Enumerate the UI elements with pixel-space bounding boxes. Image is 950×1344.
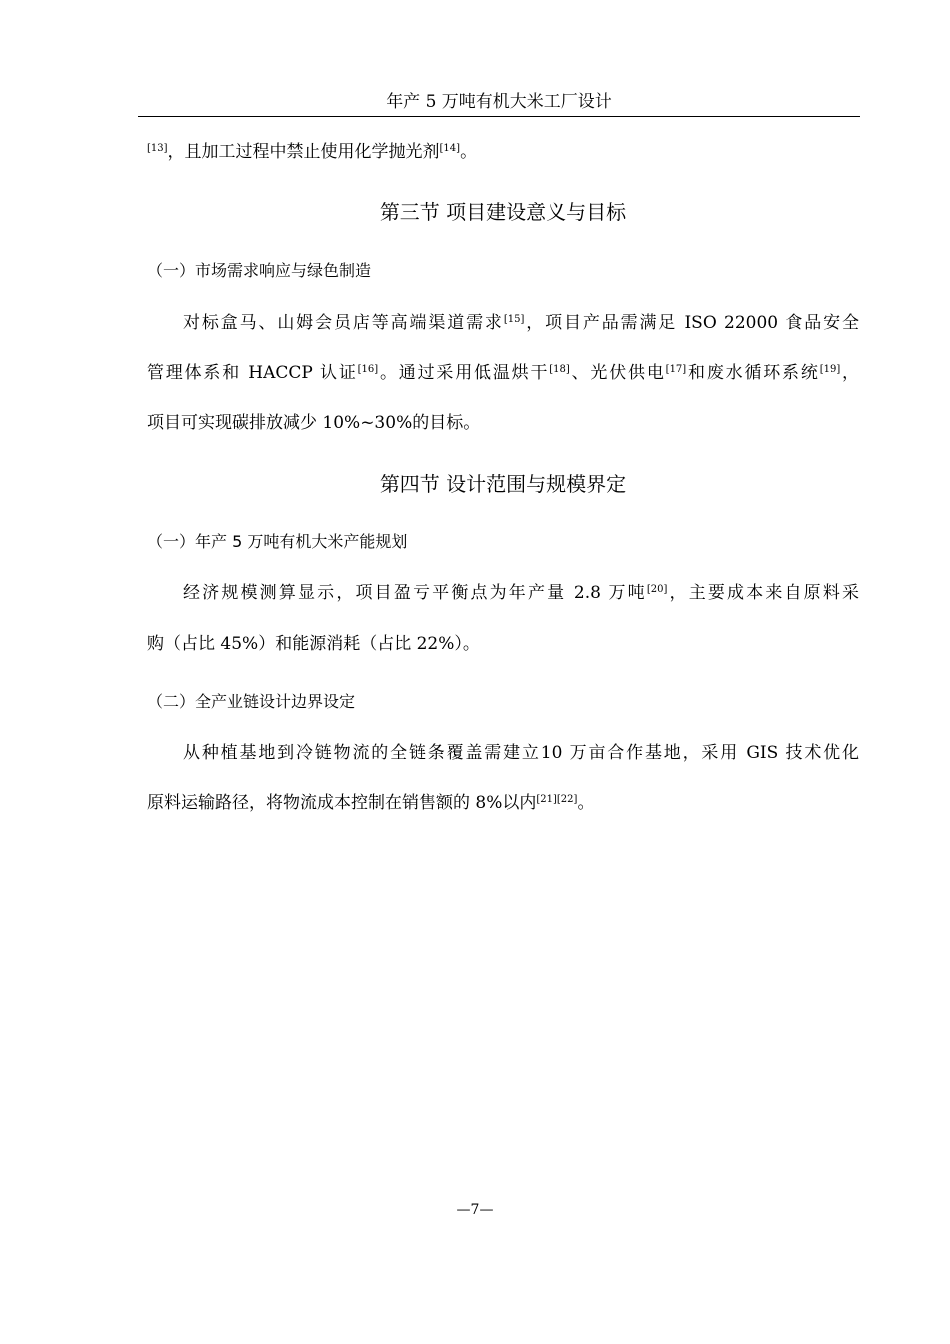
citation: [15] xyxy=(503,314,525,325)
citation: [17] xyxy=(665,364,687,375)
paragraph-line xyxy=(147,361,859,385)
body-text: 。 xyxy=(577,793,595,813)
citation: [18] xyxy=(549,364,570,375)
body-text: 。 xyxy=(460,142,478,162)
body-text: 对标盒马、山姆会员店等高端渠道需求 xyxy=(183,313,504,333)
body-text: ，项目产品需满足 ISO 22000 食品安全 xyxy=(524,313,859,333)
body-text: 、光伏供电 xyxy=(569,363,666,383)
section-title-4: 第四节 设计范围与规模界定 xyxy=(379,472,627,496)
subsection-title-4-1: （一）年产 5 万吨有机大米产能规划 xyxy=(147,532,408,551)
citation: [13] xyxy=(147,143,168,154)
citation: [16] xyxy=(357,364,379,375)
paragraph-line xyxy=(147,581,859,605)
paragraph-line: 购（占比 45%）和能源消耗（占比 22%）。 xyxy=(147,634,480,654)
body-text: 管理体系和 HACCP 认证 xyxy=(147,363,358,383)
body-text: 经济规模测算显示，项目盈亏平衡点为年产量 2.8 万吨 xyxy=(183,583,647,603)
subsection-title-3-1: （一）市场需求响应与绿色制造 xyxy=(147,261,372,280)
body-text: 原料运输路径，将物流成本控制在销售额的 8%以内 xyxy=(147,793,537,813)
paragraph-line xyxy=(147,311,859,335)
body-text: 和废水循环系统 xyxy=(686,363,820,383)
running-header: 年产 5 万吨有机大米工厂设计 xyxy=(138,90,860,117)
citation: [20] xyxy=(646,584,668,595)
paragraph-line xyxy=(147,791,859,815)
page-number: —7— xyxy=(456,1202,494,1218)
subsection-title-4-2: （二）全产业链设计边界设定 xyxy=(147,692,356,711)
body-text: ，且加工过程中禁止使用化学抛光剂 xyxy=(167,142,440,162)
body-text: 。通过采用低温烘干 xyxy=(378,363,550,383)
body-text: ，主要成本来自原料采 xyxy=(667,583,860,603)
citation: [19] xyxy=(819,364,841,375)
section-title-3: 第三节 项目建设意义与目标 xyxy=(379,200,627,224)
citation: [14] xyxy=(439,143,461,154)
paragraph-line: 从种植基地到冷链物流的全链条覆盖需建立10 万亩合作基地，采用 GIS 技术优化 xyxy=(183,743,859,763)
body-text: ， xyxy=(840,363,860,383)
continuation-line xyxy=(147,140,859,164)
paragraph-line: 项目可实现碳排放减少 10%~30%的目标。 xyxy=(147,413,481,433)
citation: [21][22] xyxy=(536,794,578,805)
